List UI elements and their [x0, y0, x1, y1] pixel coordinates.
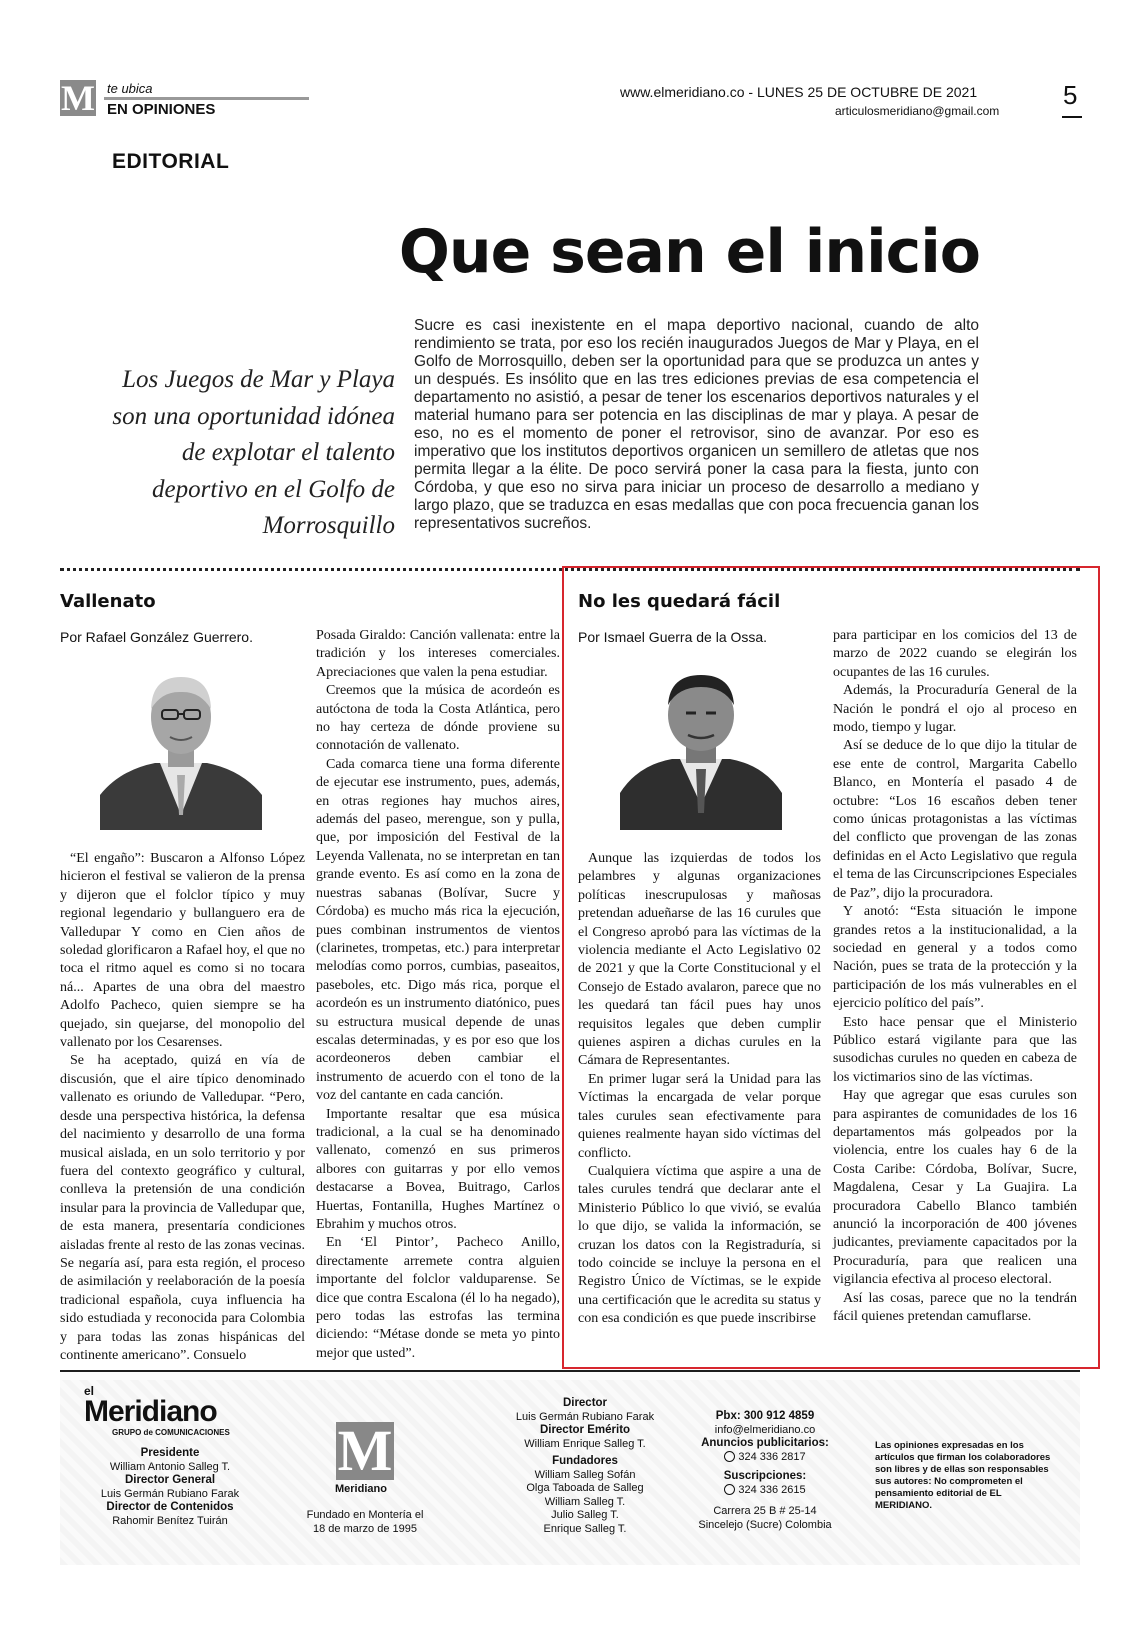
paragraph: Esto hace pensar que el Ministerio Público estará vigilante para que las susodichas curules no queden en cabeza de los victimarios sino de las víctimas.	[833, 1014, 1077, 1085]
vallenato-column-1	[60, 850, 305, 1365]
name: Luis Germán Rubiano Farak	[515, 1410, 655, 1423]
label: Anuncios publicitarios:	[701, 1437, 829, 1449]
meridiano-logo: M	[61, 78, 95, 118]
label: Suscripciones:	[723, 1470, 807, 1482]
label: Fundadores	[552, 1455, 618, 1467]
paragraph: Aunque las izquierdas de todos los pelambres y algunas organizaciones políticas inescrupulosas y mañosas pretendan adueñarse de las 16 curules que el Congreso aprobó para las víctimas de la violencia mediante el Acto Legislativo 02 de 2021 y que la Corte Constitucional y el Consejo de Estado avalaron, parece que no les quedará tan fácil pues hay unos requisitos legales que deben cumplir quienes aspiren a dichas curules en la Cámara de Representantes.	[578, 851, 821, 1069]
paragraph: Cualquiera víctima que aspire a una de tales curules tendrá que declarar ante el Ministerio Público lo que vivió, se evalúa lo que dijo, se valida la información, se cruzan los datos con la Registraduría, si todo coincide se incluye la persona en el Registro Único de Víctimas, se le expide una certificación que le acredita su status y con esa condición es que puede inscribirse	[578, 1163, 821, 1327]
name: Julio Salleg T.	[551, 1509, 619, 1521]
name: Olga Taboada de Salleg	[526, 1482, 644, 1494]
whatsapp-icon	[724, 1451, 735, 1462]
column-title-vallenato: Vallenato	[60, 591, 156, 612]
vallenato-column-2	[316, 627, 560, 1363]
name: William Antonio Salleg T.	[109, 1460, 231, 1473]
no-les-quedara-column-2	[833, 627, 1077, 1326]
label: Director General	[124, 1474, 216, 1486]
paragraph: En ‘El Pintor’, Pacheco Anillo, directamente arremete contra alguien importante del folclor valduparense. Se dice que contra Escalona (él lo ha negado), pero todas las estrofas las termina diciendo: “Métase donde se meta yo pinto mejor que usted”.	[316, 1235, 560, 1361]
name: Enrique Salleg T.	[543, 1522, 627, 1535]
paragraph: Hay que agregar que esas curules son para aspirantes de comunidades de los 16 departamentos más golpeados por la violencia, entre los cuales hay 6 de la Costa Caribe: Córdoba, Bolívar, Sucre, Magdalena, Cesar y La Guajira. La procuradora Cabello Blanco también anunció la incorporación de 400 jóvenes judicantes, previamente capacitados por la Procuraduría, para que realicen una vigilancia efectiva al proceso electoral.	[833, 1088, 1077, 1288]
phone: 324 336 2817	[738, 1450, 806, 1463]
paragraph: Importante resaltar que esa música tradicional, a la cual se ha denominado vallenato, comenzó en sus primeros albores con guitarras y por ello vemos destacarse a Bovea, Buitrago, Carlos Huertas, Fontanilla, Hughes Martínez o Ebrahim y muchos otros.	[316, 1106, 560, 1232]
editorial-headline: Que sean el inicio	[398, 217, 980, 287]
footer-brand-group: GRUPO de COMUNICACIONES	[112, 1428, 230, 1437]
name: Luis Germán Rubiano Farak	[100, 1487, 240, 1500]
editorial-body: Sucre es casi inexistente en el mapa deportivo nacional, cuando de alto rendimiento se trata, por eso los recién inaugurados Juegos de Mar y Playa, en el Golfo de Morrosquillo, deben ser la oportunidad para que se produzca un antes y un después. Es insólito que en las tres ediciones previas de esa competencia el departamento no asistió, a pesar de tener los escenarios deportivos naturales y el material humano para ser potencia en las disciplinas de mar y playa. A pesar de eso, no es el momento de poner el retrovisor, sino de avanzar. Por eso es imperativo que los institutos deportivos organicen un semillero de atletas que nos permita llegar a la élite. De poco servirá poner la casa para la fiesta, junto con Córdoba, y que eso no sirva para iniciar un proceso de desarrollo a mediano y largo plazo, que se traduzca en esas medallas que con poca frecuencia ganan los representativos sucreños.	[414, 317, 979, 532]
section-label: EN OPINIONES	[107, 101, 216, 118]
paragraph: En primer lugar será la Unidad para las Víctimas la encargada de velar porque tales curules sean efectivamente para quienes realmente hayan sido víctimas del conflicto.	[578, 1071, 821, 1161]
footer-brand-prefix: el	[84, 1384, 95, 1398]
name: William Salleg Sofán	[534, 1468, 636, 1481]
header-email: articulosmeridiano@gmail.com	[835, 104, 1000, 118]
paragraph: Así se deduce de lo que dijo la titular de ese ente de control, Margarita Cabello Blanco, en Montería el pasado 4 de octubre: “Los 16 escaños deben tener como únicas protagonistas a las víctimas del conflicto que provengan de las zonas definidas en el Acto Legislativo que regula el tema de las Circunscripciones Especiales de Paz”, dijo la procuradora.	[833, 738, 1077, 901]
site-and-date: www.elmeridiano.co - LUNES 25 DE OCTUBRE DE 2021	[620, 84, 978, 100]
whatsapp-icon	[724, 1484, 735, 1495]
name: William Salleg T.	[544, 1495, 626, 1508]
name: Rahomir Benítez Tuirán	[112, 1514, 228, 1527]
paragraph: Posada Giraldo: Canción vallenata: entre la tradición y los intereses comerciales. Apreciaciones que valen la pena estudiar.	[316, 628, 560, 680]
footer-brand-name: Meridiano	[84, 1395, 217, 1428]
footer-staff-left	[60, 1447, 280, 1528]
paragraph: Así las cosas, parece que no la tendrán fácil quienes pretendan camuflarse.	[833, 1290, 1077, 1325]
paragraph: para participar en los comicios del 13 de marzo de 2022 cuando se elegirán los ocupantes de las 16 curules.	[833, 628, 1077, 680]
contact-email: info@elmeridiano.co	[714, 1423, 816, 1436]
no-les-quedara-column-1	[578, 850, 821, 1329]
phone: 324 336 2615	[738, 1483, 806, 1496]
label: Director	[562, 1397, 608, 1409]
tagline: te ubica	[107, 81, 153, 96]
paragraph: “El engaño”: Buscaron a Alfonso López hicieron el festival se valieron de la prensa y dijeron que el folclor típico y muy regional legendario y bullanguero era de Valledupar Y como en Cien años de soledad glorificaron a Rafael hoy, el que no toca el ritmo aquel es como si no tocara ná... Apartes de una obra del maestro Adolfo Pacheco, quien siempre se ha quejado, sin quejarse, del monopolio del vallenato por los Cesarenses.	[60, 851, 305, 1051]
author-photo-rafael	[100, 665, 262, 830]
footer-m-logo: M	[337, 1418, 393, 1483]
column-title-no-les-quedara: No les quedará fácil	[578, 591, 781, 612]
name: William Enrique Salleg T.	[524, 1437, 646, 1450]
footer-rule	[60, 1370, 1080, 1372]
editorial-label: EDITORIAL	[112, 150, 230, 173]
page-number-rule	[1062, 116, 1082, 118]
footer-disclaimer: Las opiniones expresadas en los artículos que firman los colaboradores son libres y de ellas son responsables sus autores: No comprometen el pensamiento editorial de EL MERIDIANO.	[875, 1440, 1051, 1511]
address: Carrera 25 B # 25-14	[713, 1505, 817, 1517]
paragraph: Creemos que la música de acordeón es autóctona de toda la Costa Atlántica, pero no hay certeza de dónde proviene su connotación de vallenato.	[316, 683, 560, 754]
paragraph: Cada comarca tiene una forma diferente de ejecutar ese instrumento, pues, además, en otras regiones hay muchos aires, además del paseo, merengue, son y pulla, que, por imposición del Festival de la Leyenda Vallenata, no se interpretan en tan grande evento. Es así como en la zona de nuestras sabanas (Bolívar, Sucre y Córdoba) es mucho más rica la ejecución, pues combinan instrumentos de vientos (clarinetes, trompetas, etc.) para interpretar melodías como porros, cumbias, paseaitos, paseboles, etc. Digo más rica, porque el acordeón es un instrumento diatónico, pues su estructura musical depende de unas escalas determinadas, y es por eso que los acordeoneros deben cambiar el instrumento de acuerdo con el tono de la voz del cantante en cada canción.	[316, 756, 560, 1104]
label: Director de Contenidos	[106, 1501, 234, 1513]
author-photo-ismael	[620, 665, 782, 830]
byline-no-les-quedara: Por Ismael Guerra de la Ossa.	[578, 629, 768, 645]
pbx: Pbx: 300 912 4859	[715, 1410, 815, 1422]
footer-brand-logo	[84, 1397, 217, 1427]
label: Director Emérito	[539, 1424, 631, 1436]
paragraph: Se ha aceptado, quizá en vía de discusión, que el aire típico denominado vallenato es oriundo de Valledupar. “Pero, desde una perspectiva histórica, la defensa del nacimiento y desarrollo de una forma musical aislada, en un solo territorio y por fuera del contexto geográfico y cultural, conlleva la pretensión de una condición insular para la provincia de Valledupar que, de esta manera, presentaría condiciones aisladas frente al resto de las zonas vecinas. Se negaría así, para esta región, el proceso de asimilación y reelaboración de la poesía tradicional española, cuya influencia ha sido estudiada y reconocida para Colombia y para todas las zonas hispánicas del continente americano”. Consuelo	[60, 1053, 305, 1363]
header-rule	[104, 97, 309, 100]
page-number: 5	[1063, 80, 1078, 110]
editorial-lead: Los Juegos de Mar y Playa son una oportunidad idónea de explotar el talento deportivo en el Golfo de Morrosquillo	[112, 366, 395, 539]
footer-logo-name: Meridiano	[335, 1483, 387, 1495]
byline-vallenato: Por Rafael González Guerrero.	[60, 629, 253, 645]
paragraph: Y anotó: “Esta situación le impone grandes retos a la institucionalidad, a la sociedad en general y a todos como Nación, pues se trata de la protección y la participación de los más vulnerables en el ejercicio político del país”.	[833, 904, 1077, 1012]
city: Sincelejo (Sucre) Colombia	[698, 1518, 832, 1531]
footer-founded: Fundado en Montería el 18 de marzo de 1995	[306, 1509, 424, 1535]
footer-contact	[660, 1410, 870, 1532]
paragraph: Además, la Procuraduría General de la Nación le pondrá el ojo al proceso en modo, tiempo y lugar.	[833, 683, 1077, 736]
label: Presidente	[140, 1447, 200, 1459]
